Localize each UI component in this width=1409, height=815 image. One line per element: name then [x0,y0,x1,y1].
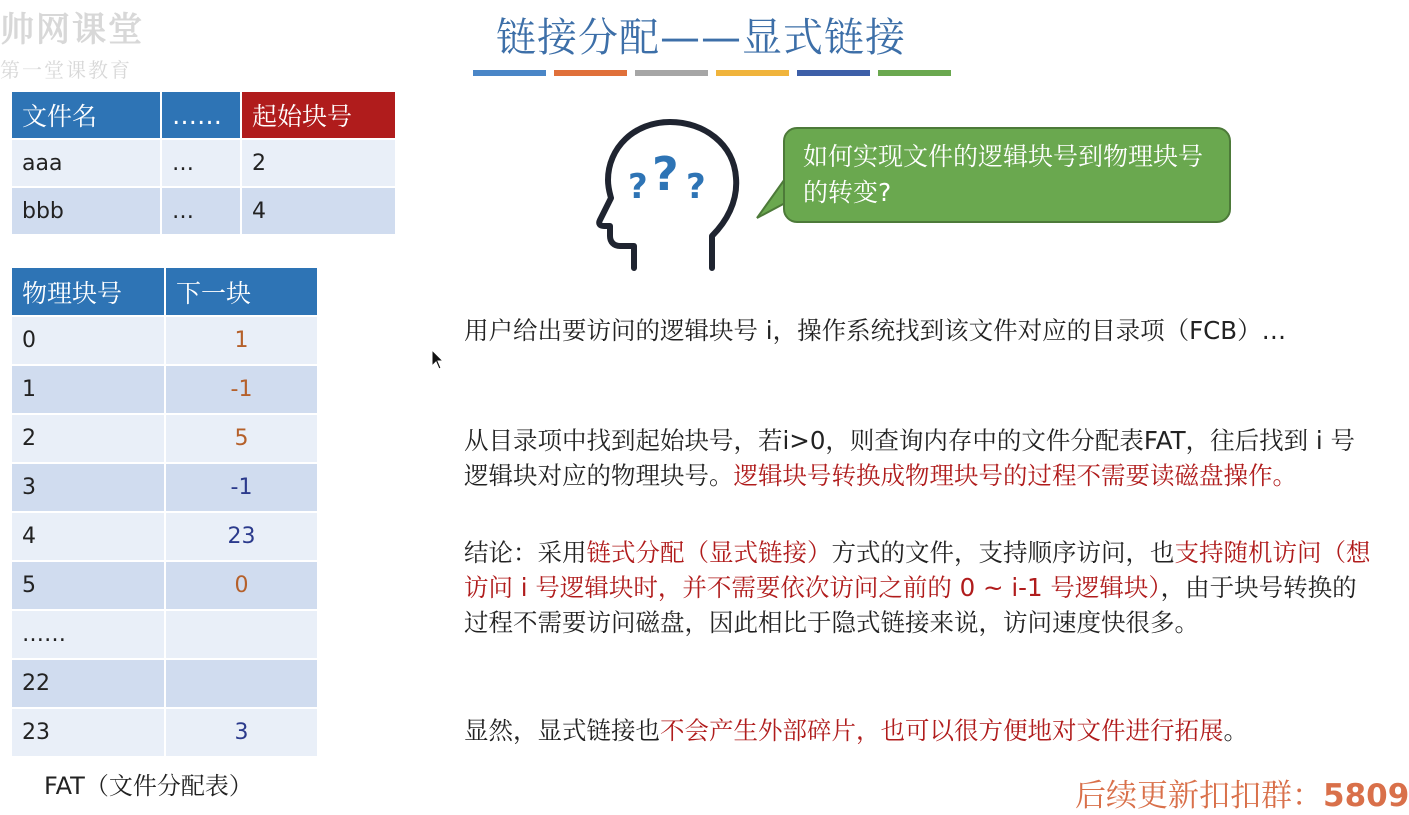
title-bar-4 [716,70,789,76]
cell-next-block: -1 [166,464,317,511]
qq-group-number: 5809 [1323,778,1409,814]
paragraph-obviously [464,713,1376,748]
obviously-highlight: 不会产生外部碎片，也可以很方便地对文件进行拓展 [660,716,1224,745]
fat-caption: FAT（文件分配表） [44,772,253,800]
conclusion-tail: ，由于块号转换的过程不需要访问磁盘，因此相比于隐式链接来说，访问速度快很多。 [464,573,1357,637]
fat-table [10,266,319,758]
cell-start-block: 4 [242,188,395,234]
title-bar-1 [473,70,546,76]
conclusion-lead: 结论：采用 [464,538,587,567]
qq-group-label: 后续更新扣扣群： [1075,778,1323,814]
watermark-subtitle: 第一堂课教育 [0,58,132,82]
cell-physical-block: …… [12,611,164,658]
cell-next-block [166,660,317,707]
watermark-logo: 帅网课堂 [0,10,144,50]
directory-row [12,140,395,186]
fat-row [12,562,317,609]
mouse-pointer-icon [431,349,445,371]
directory-row [12,188,395,234]
directory-table [10,90,397,236]
cell-next-block: 5 [166,415,317,462]
cell-ellipsis: … [162,188,240,234]
cell-physical-block: 0 [12,317,164,364]
cell-ellipsis: … [162,140,240,186]
cell-next-block: 3 [166,709,317,756]
thinking-head-icon [594,118,744,278]
fat-row [12,366,317,413]
svg-text:?: ? [686,167,706,207]
cell-next-block [166,611,317,658]
title-bar-6 [878,70,951,76]
header-next-block: 下一块 [166,268,317,315]
cell-physical-block: 3 [12,464,164,511]
title-bar-5 [797,70,870,76]
cell-physical-block: 2 [12,415,164,462]
cell-next-block: 1 [166,317,317,364]
header-start-block: 起始块号 [242,92,395,138]
conclusion-random-access: 支持随机访问（想访问 i 号逻辑块时，并不需要依次访问之前的 0 ~ i-1 号逻辑块） [464,538,1371,602]
title-bar-3 [635,70,708,76]
cell-physical-block: 5 [12,562,164,609]
cell-physical-block: 1 [12,366,164,413]
directory-header-row [12,92,395,138]
paragraph-step2-text: 从目录项中找到起始块号，若i>0，则查询内存中的文件分配表FAT，往后找到 i 号逻辑块对应的物理块号。 [464,426,1355,490]
cell-physical-block: 23 [12,709,164,756]
obviously-lead: 显然，显式链接也 [464,716,660,745]
fat-header-row [12,268,317,315]
svg-text:?: ? [652,147,679,201]
fat-row [12,709,317,756]
header-ellipsis: …… [162,92,240,138]
cell-physical-block: 4 [12,513,164,560]
qq-group-note [1075,770,1409,815]
conclusion-text: 方式的文件，支持顺序访问，也 [831,538,1175,567]
title-bar-2 [554,70,627,76]
paragraph-conclusion [464,535,1376,640]
title-color-bars [473,70,951,76]
slide-title: 链接分配——显式链接 [496,15,906,61]
cell-filename: aaa [12,140,160,186]
cell-next-block: 23 [166,513,317,560]
fat-row [12,415,317,462]
header-physical-block: 物理块号 [12,268,164,315]
question-speech-bubble: 如何实现文件的逻辑块号到物理块号的转变? [783,127,1231,223]
fat-row [12,464,317,511]
header-filename: 文件名 [12,92,160,138]
paragraph-step2 [464,423,1376,493]
cell-next-block: 0 [166,562,317,609]
obviously-end: 。 [1223,716,1248,745]
paragraph-step2-highlight: 逻辑块号转换成物理块号的过程不需要读磁盘操作。 [733,461,1297,490]
fat-row [12,513,317,560]
cell-physical-block: 22 [12,660,164,707]
cell-next-block: -1 [166,366,317,413]
cell-filename: bbb [12,188,160,234]
cell-start-block: 2 [242,140,395,186]
fat-row [12,611,317,658]
svg-text:?: ? [628,167,648,207]
fat-row [12,317,317,364]
conclusion-method: 链式分配（显式链接） [586,538,832,567]
fat-row [12,660,317,707]
paragraph-step1: 用户给出要访问的逻辑块号 i，操作系统找到该文件对应的目录项（FCB）… [464,316,1287,345]
